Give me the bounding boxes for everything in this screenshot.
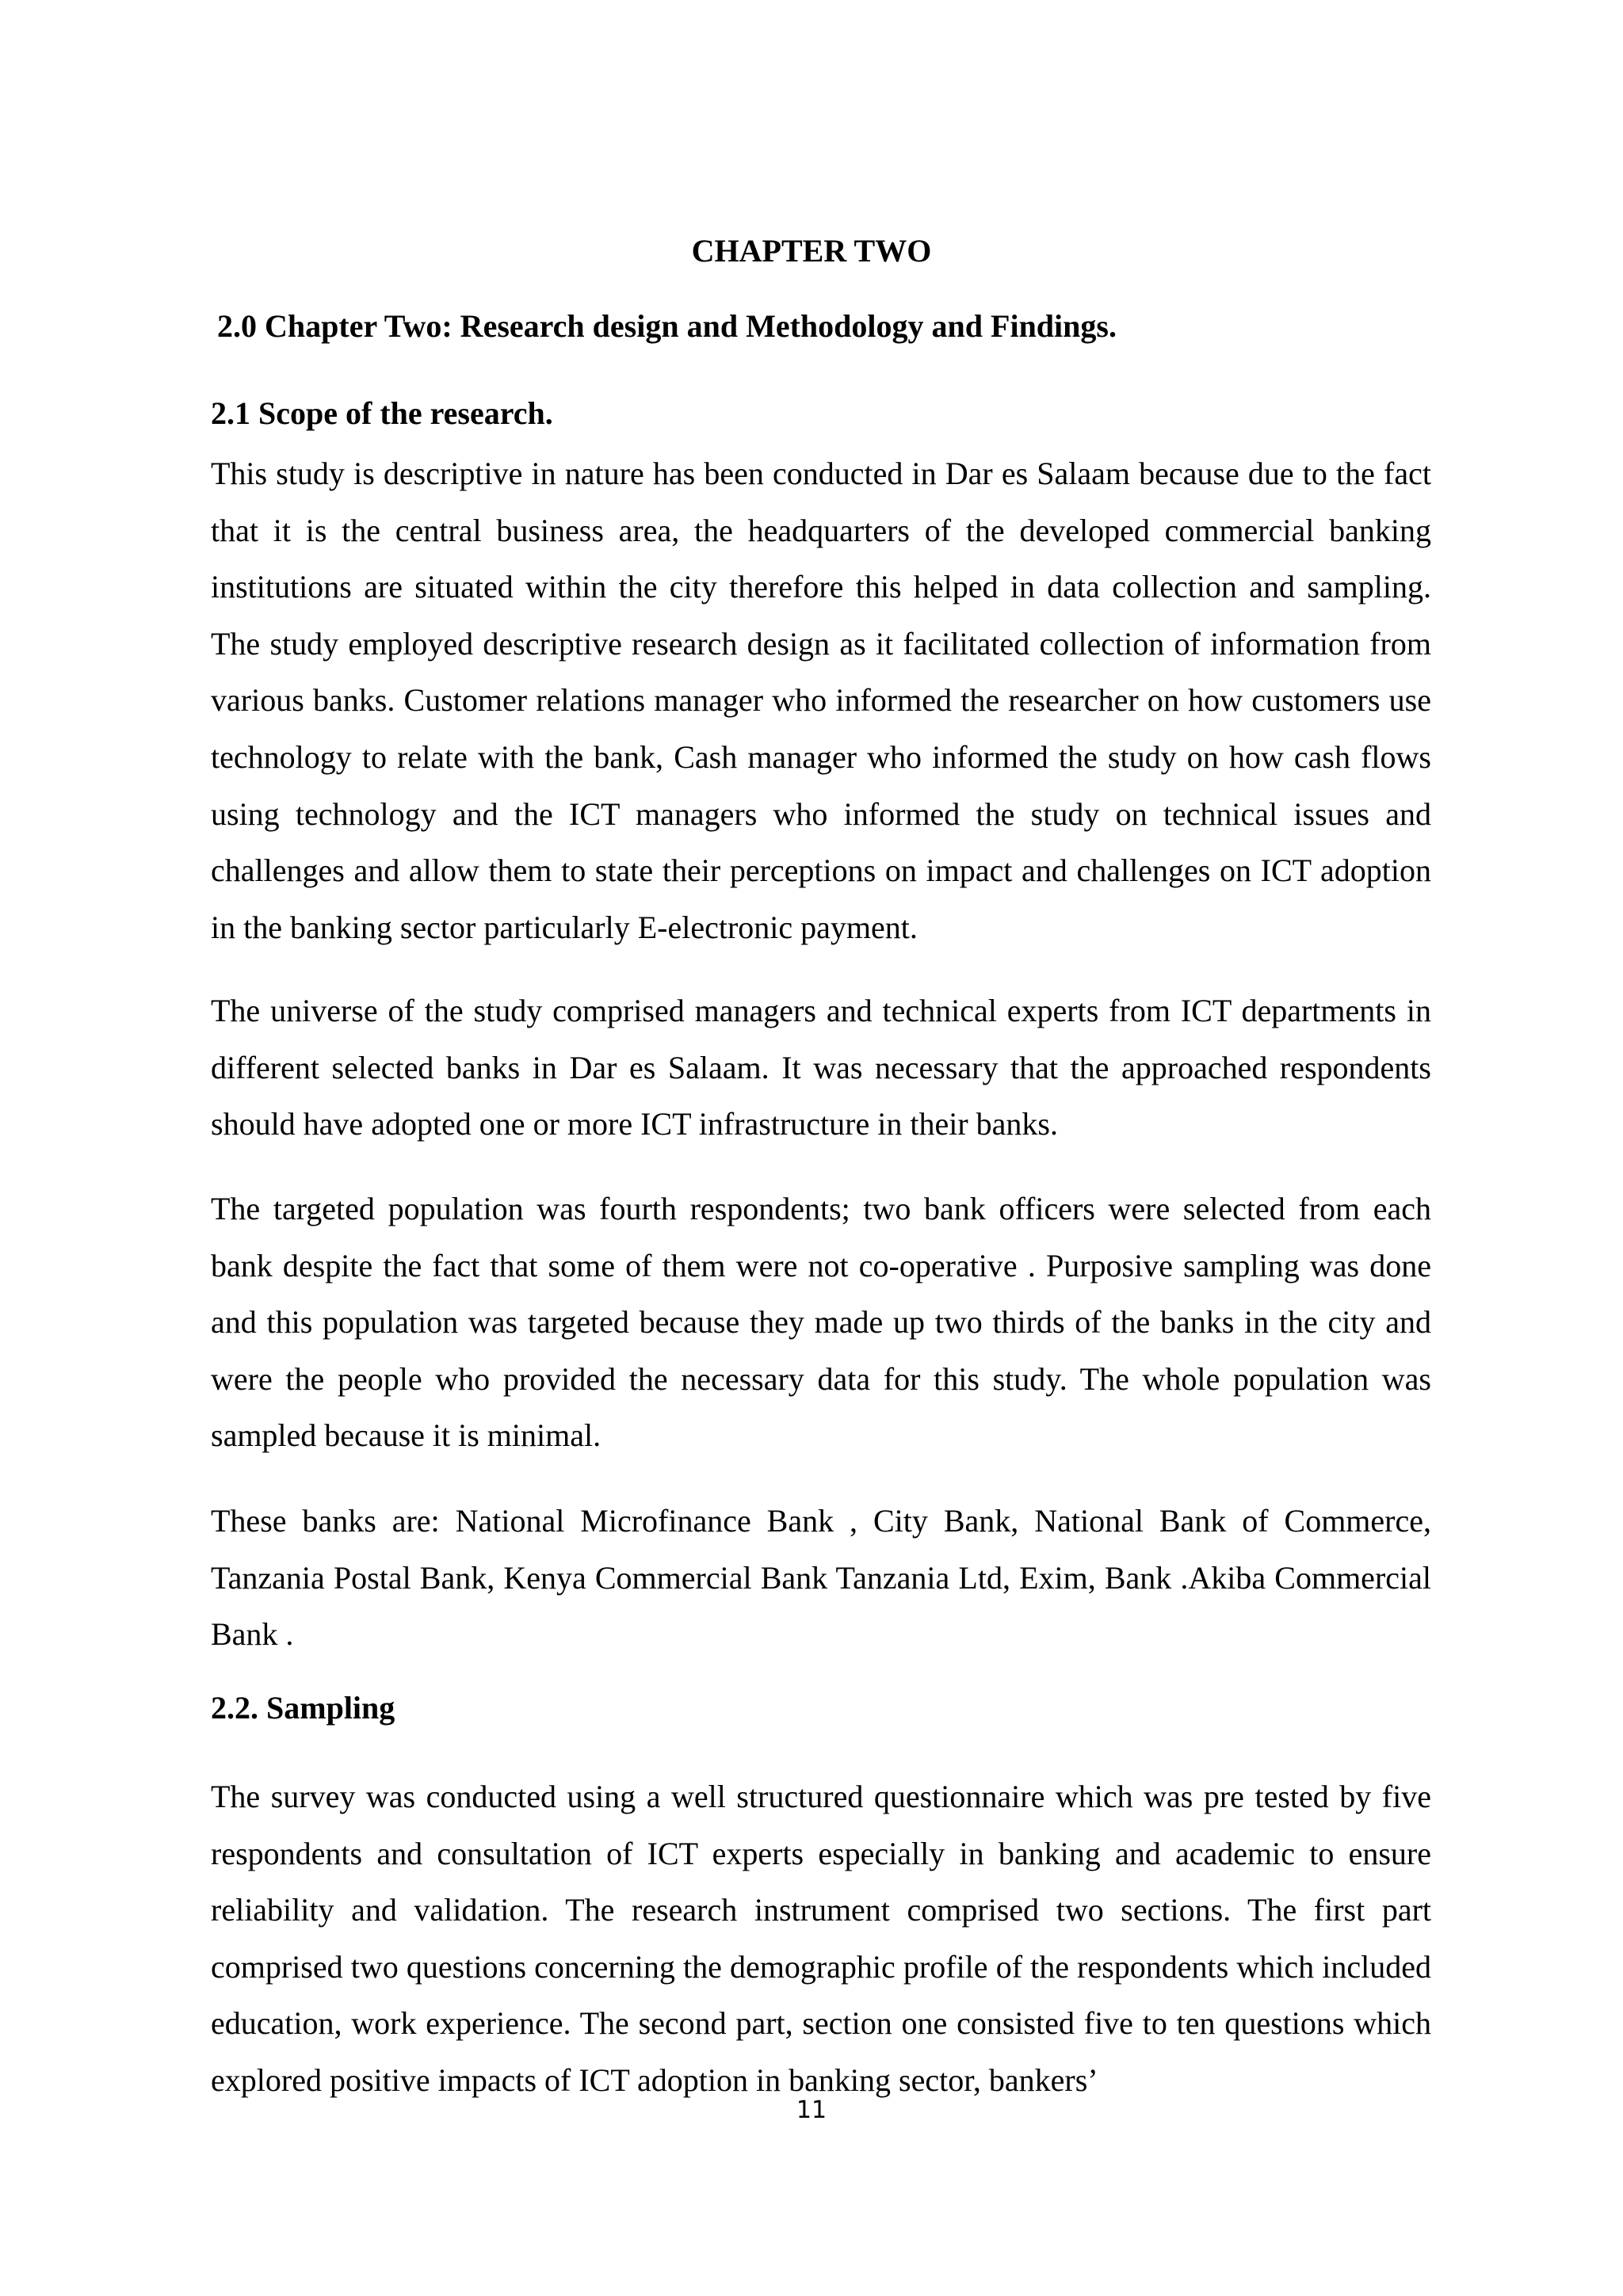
section-heading-sampling: 2.2. Sampling (211, 1690, 395, 1726)
paragraph-scope-intro: This study is descriptive in nature has been conducted in Dar es Salaam because due to the fact that it is the central business area, the headquarters of the developed commercial banking institutions are situated within the city therefore this helped in data collection and sampling. The study employed descriptive research design as it facilitated collection of information from various banks. Customer relations manager who informed the researcher on how customers use technology to relate with the bank, Cash manager who informed the study on how cash flows using technology and the ICT managers who informed the study on technical issues and challenges and allow them to state their perceptions on impact and challenges on ICT adoption in the banking sector particularly E-electronic payment. (211, 456, 1431, 945)
paragraph-universe: The universe of the study comprised managers and technical experts from ICT departments in different selected banks in Dar es Salaam. It was necessary that the approached respondents should have adopted one or more ICT infrastructure in their banks. (211, 993, 1431, 1142)
paragraph-banks-list: These banks are: National Microfinance Bank , City Bank, National Bank of Commerce, Tanzania Postal Bank, Kenya Commercial Bank Tanzania Ltd, Exim, Bank .Akiba Commercial Bank . (211, 1503, 1431, 1653)
page-number: 11 (796, 2096, 827, 2124)
section-heading-scope: 2.1 Scope of the research. (211, 395, 553, 431)
paragraph-sampling: The survey was conducted using a well structured questionnaire which was pre tested by five respondents and consultation of ICT experts especially in banking and academic to ensure reliability and validation. The research instrument comprised two sections. The first part comprised two questions concerning the demographic profile of the respondents which included education, work experience. The second part, section one consisted five to ten questions which explored positive impacts of ICT adoption in banking sector, bankers’ (211, 1779, 1431, 2098)
paragraph-population: The targeted population was fourth respondents; two bank officers were selected from each bank despite the fact that some of them were not co-operative . Purposive sampling was done and this population was targeted because they made up two thirds of the banks in the city and were the people who provided the necessary data for this study. The whole population was sampled because it is minimal. (211, 1191, 1431, 1454)
chapter-title: CHAPTER TWO (691, 233, 932, 269)
chapter-subtitle: 2.0 Chapter Two: Research design and Methodology and Findings. (217, 308, 1117, 344)
